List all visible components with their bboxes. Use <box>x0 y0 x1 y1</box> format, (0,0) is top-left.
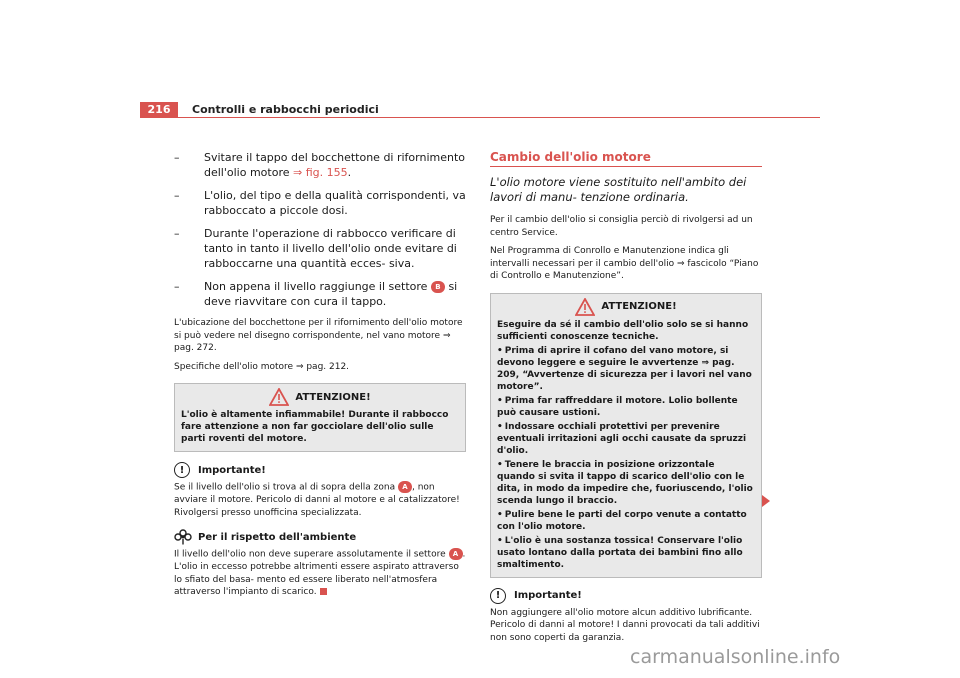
flower-icon <box>174 529 192 545</box>
right-column <box>490 150 762 650</box>
important-text: Se il livello dell'olio si trova al di sopra della zona A , non avviare il motore. Pericolo di danni al motore e al catalizzatore! Rivolgersi presso unofficina specializzata. <box>174 482 460 518</box>
section-subtitle: L'olio motore viene sostituito nell'ambito dei lavori di manu- tenzione ordinaria. <box>490 175 747 204</box>
step-item: – Svitare il tappo del bocchettone di rifornimento dell'olio motore ⇒ fig. 155. <box>174 151 466 179</box>
left-column <box>174 150 466 605</box>
important-heading: ! Importante! <box>490 588 762 604</box>
warning-title: ATTENZIONE! <box>295 391 371 403</box>
warning-title: ATTENZIONE! <box>601 301 677 312</box>
important-text: Non aggiungere all'olio motore alcun additivo lubrificante. Pericolo di danni al motore! I danni provocati da tali additivi non sono coperti da garanzia. <box>490 607 760 643</box>
info-specs: Specifiche dell'olio motore ⇒ pag. 212. <box>174 361 350 372</box>
warning-bullet: • Prima di aprire il cofano del vano motore, si devono leggere e seguire le avvertenze ⇒ pag. 209, “Avvertenze di sicurezza per i lavori nel vano motore”. <box>497 345 752 392</box>
environment-text: Il livello dell'olio non deve superare assolutamente il settore A . L'olio in eccesso potrebbe altrimenti essere aspirato attraverso lo sfiato del basa- mento ed essere liberato nell'atmosfera attraverso l'impianto di scarico. <box>174 549 466 597</box>
warning-bullet: • Prima far raffreddare il motore. Lolio bollente può causare ustioni. <box>497 395 738 418</box>
zone-a-badge: A <box>449 548 463 560</box>
figure-link[interactable]: ⇒ fig. 155 <box>293 166 348 179</box>
info-location: L'ubicazione del bocchettone per il rifornimento dell'olio motore si può vedere nel disegno corrispondente, nel vano motore ⇒ pag. 272. <box>174 318 463 353</box>
warning-intro: Eseguire da sé il cambio dell'olio solo se si hanno sufficienti conoscenze tecniche. <box>497 319 749 342</box>
section-title: Cambio dell'olio motore <box>490 150 762 167</box>
warning-triangle-icon <box>269 388 289 406</box>
header-title: Controlli e rabbocchi periodici <box>192 103 379 116</box>
para-program: Nel Programma di Conrollo e Manutenzione indica gli intervalli necessari per il cambio dell'olio ⇒ fascicolo “Piano di Controllo e Manutenzione”. <box>490 246 759 281</box>
warning-triangle-icon <box>575 298 595 316</box>
step-item: – L'olio, del tipo e della qualità corrispondenti, va rabboccato a piccole dosi. <box>174 189 466 217</box>
watermark: carmanualsonline.info <box>630 646 841 668</box>
environment-heading: Per il rispetto dell'ambiente <box>174 529 466 545</box>
end-mark <box>320 588 327 595</box>
page-header <box>140 102 820 118</box>
page-number: 216 <box>140 102 178 118</box>
exclamation-circle-icon: ! <box>174 462 190 478</box>
warning-box <box>490 293 762 578</box>
para-service: Per il cambio dell'olio si consiglia perciò di rivolgersi ad un centro Service. <box>490 215 753 238</box>
exclamation-circle-icon: ! <box>490 588 506 604</box>
warning-bullet: • Tenere le braccia in posizione orizzontale quando si svita il tappo di scarico dell'olio con le dita, in modo da impedire che, fuoriuscendo, l'olio scenda lungo il braccio. <box>497 459 753 506</box>
step-item: – Non appena il livello raggiunge il settore B si deve riavvitare con cura il tappo. <box>174 280 458 308</box>
arrow-right-icon[interactable] <box>762 495 770 507</box>
warning-bullet: • Indossare occhiali protettivi per prevenire eventuali irritazioni agli occhi causate da spruzzi d'olio. <box>497 421 747 456</box>
important-heading: ! Importante! <box>174 462 466 478</box>
warning-box <box>174 383 466 452</box>
header-rule <box>178 117 820 118</box>
warning-bullet: • L'olio è una sostanza tossica! Conservare l'olio usato lontano dalla portata dei bambini fino allo smaltimento. <box>497 535 743 570</box>
zone-a-badge: A <box>398 481 412 493</box>
warning-bullet: • Pulire bene le parti del corpo venute a contatto con l'olio motore. <box>497 509 747 532</box>
warning-text: L'olio è altamente infiammabile! Durante il rabbocco fare attenzione a non far gocciolare dell'olio sulle parti roventi del motore. <box>181 410 449 444</box>
zone-b-badge: B <box>431 281 445 293</box>
step-item: – Durante l'operazione di rabbocco verificare di tanto in tanto il livello dell'olio onde evitare di rabboccarne una quantità ecces- siva. <box>174 227 457 270</box>
